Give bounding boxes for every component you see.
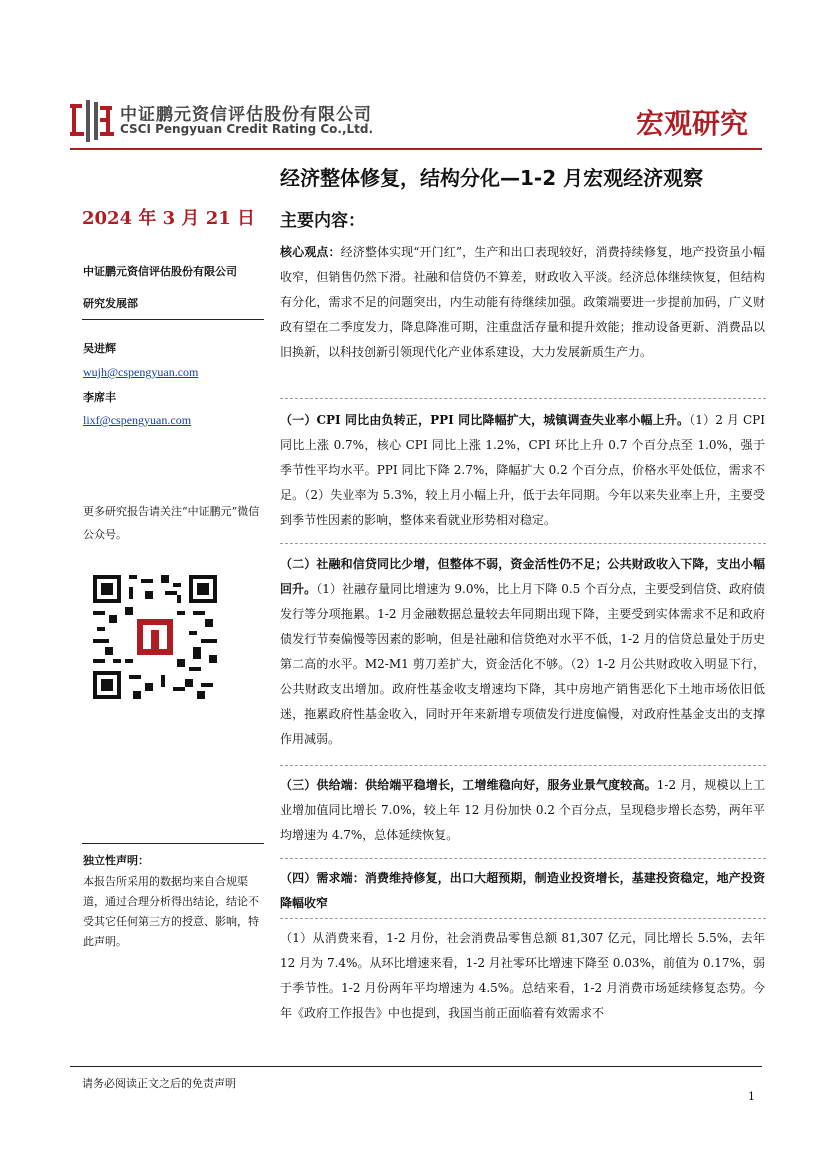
sidebar-divider: [82, 843, 264, 844]
section-3-label: （三）供给端：供给端平稳增长，工增维稳向好，服务业景气度较高。: [280, 778, 657, 792]
report-date: 2024 年 3 月 21 日: [82, 208, 256, 229]
core-view-paragraph: [280, 240, 765, 365]
footer-divider: [70, 1066, 762, 1067]
section-4-text: （1）从消费来看，1-2 月份，社会消费品零售总额 81,307 亿元，同比增长 5.5%，去年 12 月为 7.4%。从环比增速来看，1-2 月社零环比增速下降至 0.03%，前值为 0.17%，弱于季节性。1-2 月份两年平均增速为 4.5%。总结来看，1-2 月消费市场延续修复态势。今年《政府工作报告》中也提到，我国当前正面临着有效需求不: [280, 931, 765, 1020]
section-3-text: 1-2 月，规模以上工业增加值同比增长 7.0%，较上年 12 月份加快 0.2 个百分点，呈现稳步增长态势，两年平均增速为 4.7%，总体延续恢复。: [280, 778, 765, 842]
section-divider: [280, 543, 766, 544]
section-divider: [280, 858, 766, 859]
main-content-heading: 主要内容：: [280, 211, 365, 231]
company-name-en: CSCI Pengyuan Credit Rating Co.,Ltd.: [120, 122, 374, 136]
core-view-text: 经济整体实现“开门红”，生产和出口表现较好，消费持续修复，地产投资虽小幅收窄，但销售仍然下滑。社融和信贷仍不算差，财政收入平淡。经济总体继续恢复，但结构有分化，需求不足的问题突出，内生动能有待继续加强。政策端要进一步提前加码，广义财政有望在二季度发力，降息降准可期，注重盘活存量和提升效能；推动设备更新、消费品以旧换新，以科技创新引领现代化产业体系建设，大力发展新质生产力。: [280, 245, 765, 359]
author-email-link[interactable]: lixf@cspengyuan.com: [83, 413, 192, 427]
sidebar-divider: [82, 319, 264, 320]
disclaimer-note: 请务必阅读正文之后的免责声明: [82, 1077, 236, 1090]
company-logo-icon: [70, 100, 114, 142]
core-view-label: 核心观点：: [280, 245, 341, 259]
follow-note: 更多研究报告请关注“中证鹏元”微信公众号。: [83, 505, 260, 541]
report-type: 宏观研究: [635, 107, 748, 140]
section-4-heading-paragraph: [280, 866, 765, 916]
independence-heading: 独立性声明：: [83, 854, 149, 867]
author-name: 李席丰: [83, 391, 116, 404]
report-header: [70, 98, 760, 146]
independence-statement: [83, 852, 267, 952]
page-number: 1: [748, 1090, 755, 1103]
company-name-cn: 中证鹏元资信评估股份有限公司: [120, 105, 372, 125]
section-2-paragraph: [280, 552, 765, 752]
section-3-paragraph: [280, 773, 765, 848]
section-2-text: （1）社融存量同比增速为 9.0%，比上月下降 0.5 个百分点，主要受到信贷、政府债发行等分项拖累。1-2 月金融数据总量较去年同期出现下降，主要受到实体需求不足和政府债发行节奏偏慢等因素的影响，但是社融和信贷绝对水平不低，1-2 月的信贷总量处于历史第二高的水平。M2-M1 剪刀差扩大，资金活化不够。（2）1-2 月公共财政收入明显下行，公共财政支出增加。政府性基金收支增速均下降，其中房地产销售恶化下土地市场依旧低迷，拖累政府性基金收入，同时开年来新增专项债发行进度偏慢，对政府性基金支出的支撑作用减弱。: [280, 582, 765, 746]
section-divider: [280, 765, 766, 766]
section-1-label: （一）CPI 同比由负转正，PPI 同比降幅扩大，城镇调查失业率小幅上升。: [280, 413, 690, 427]
independence-body: 本报告所采用的数据均来自合规渠道，通过合理分析得出结论，结论不受其它任何第三方的授意、影响，特此声明。: [83, 875, 259, 948]
section-4-paragraph: [280, 926, 765, 1026]
section-1-text: （1）2 月 CPI 同比上涨 0.7%，核心 CPI 同比上涨 1.2%，CPI 环比上升 0.7 个百分点至 1.0%，强于季节性平均水平。PPI 同比下降 2.7%，降幅扩大 0.2 个百分点，价格水平处低位，需求不足。（2）失业率为 5.3%，较上月小幅上升，低于去年同期。今年以来失业率上升，主要受到季节性因素的影响，整体来看就业形势相对稳定。: [280, 413, 765, 527]
author-email-link[interactable]: wujh@cspengyuan.com: [83, 365, 199, 379]
section-4-label: （四）需求端：消费维持修复，出口大超预期，制造业投资增长，基建投资稳定，地产投资降幅收窄: [280, 871, 765, 910]
sidebar-dept: 研究发展部: [83, 297, 138, 310]
header-divider: [70, 148, 762, 150]
sidebar-org: 中证鹏元资信评估股份有限公司: [83, 265, 237, 278]
report-title: 经济整体修复，结构分化—1-2 月宏观经济观察: [280, 166, 704, 190]
section-1-paragraph: [280, 408, 765, 533]
author-name: 吴进辉: [83, 342, 116, 355]
section-2-label: （二）社融和信贷同比少增，但整体不弱，资金活性仍不足；公共财政收入下降，支出小幅回升。: [280, 557, 765, 596]
section-divider: [280, 918, 766, 919]
section-divider: [280, 398, 766, 399]
qr-code-icon: [93, 575, 217, 699]
